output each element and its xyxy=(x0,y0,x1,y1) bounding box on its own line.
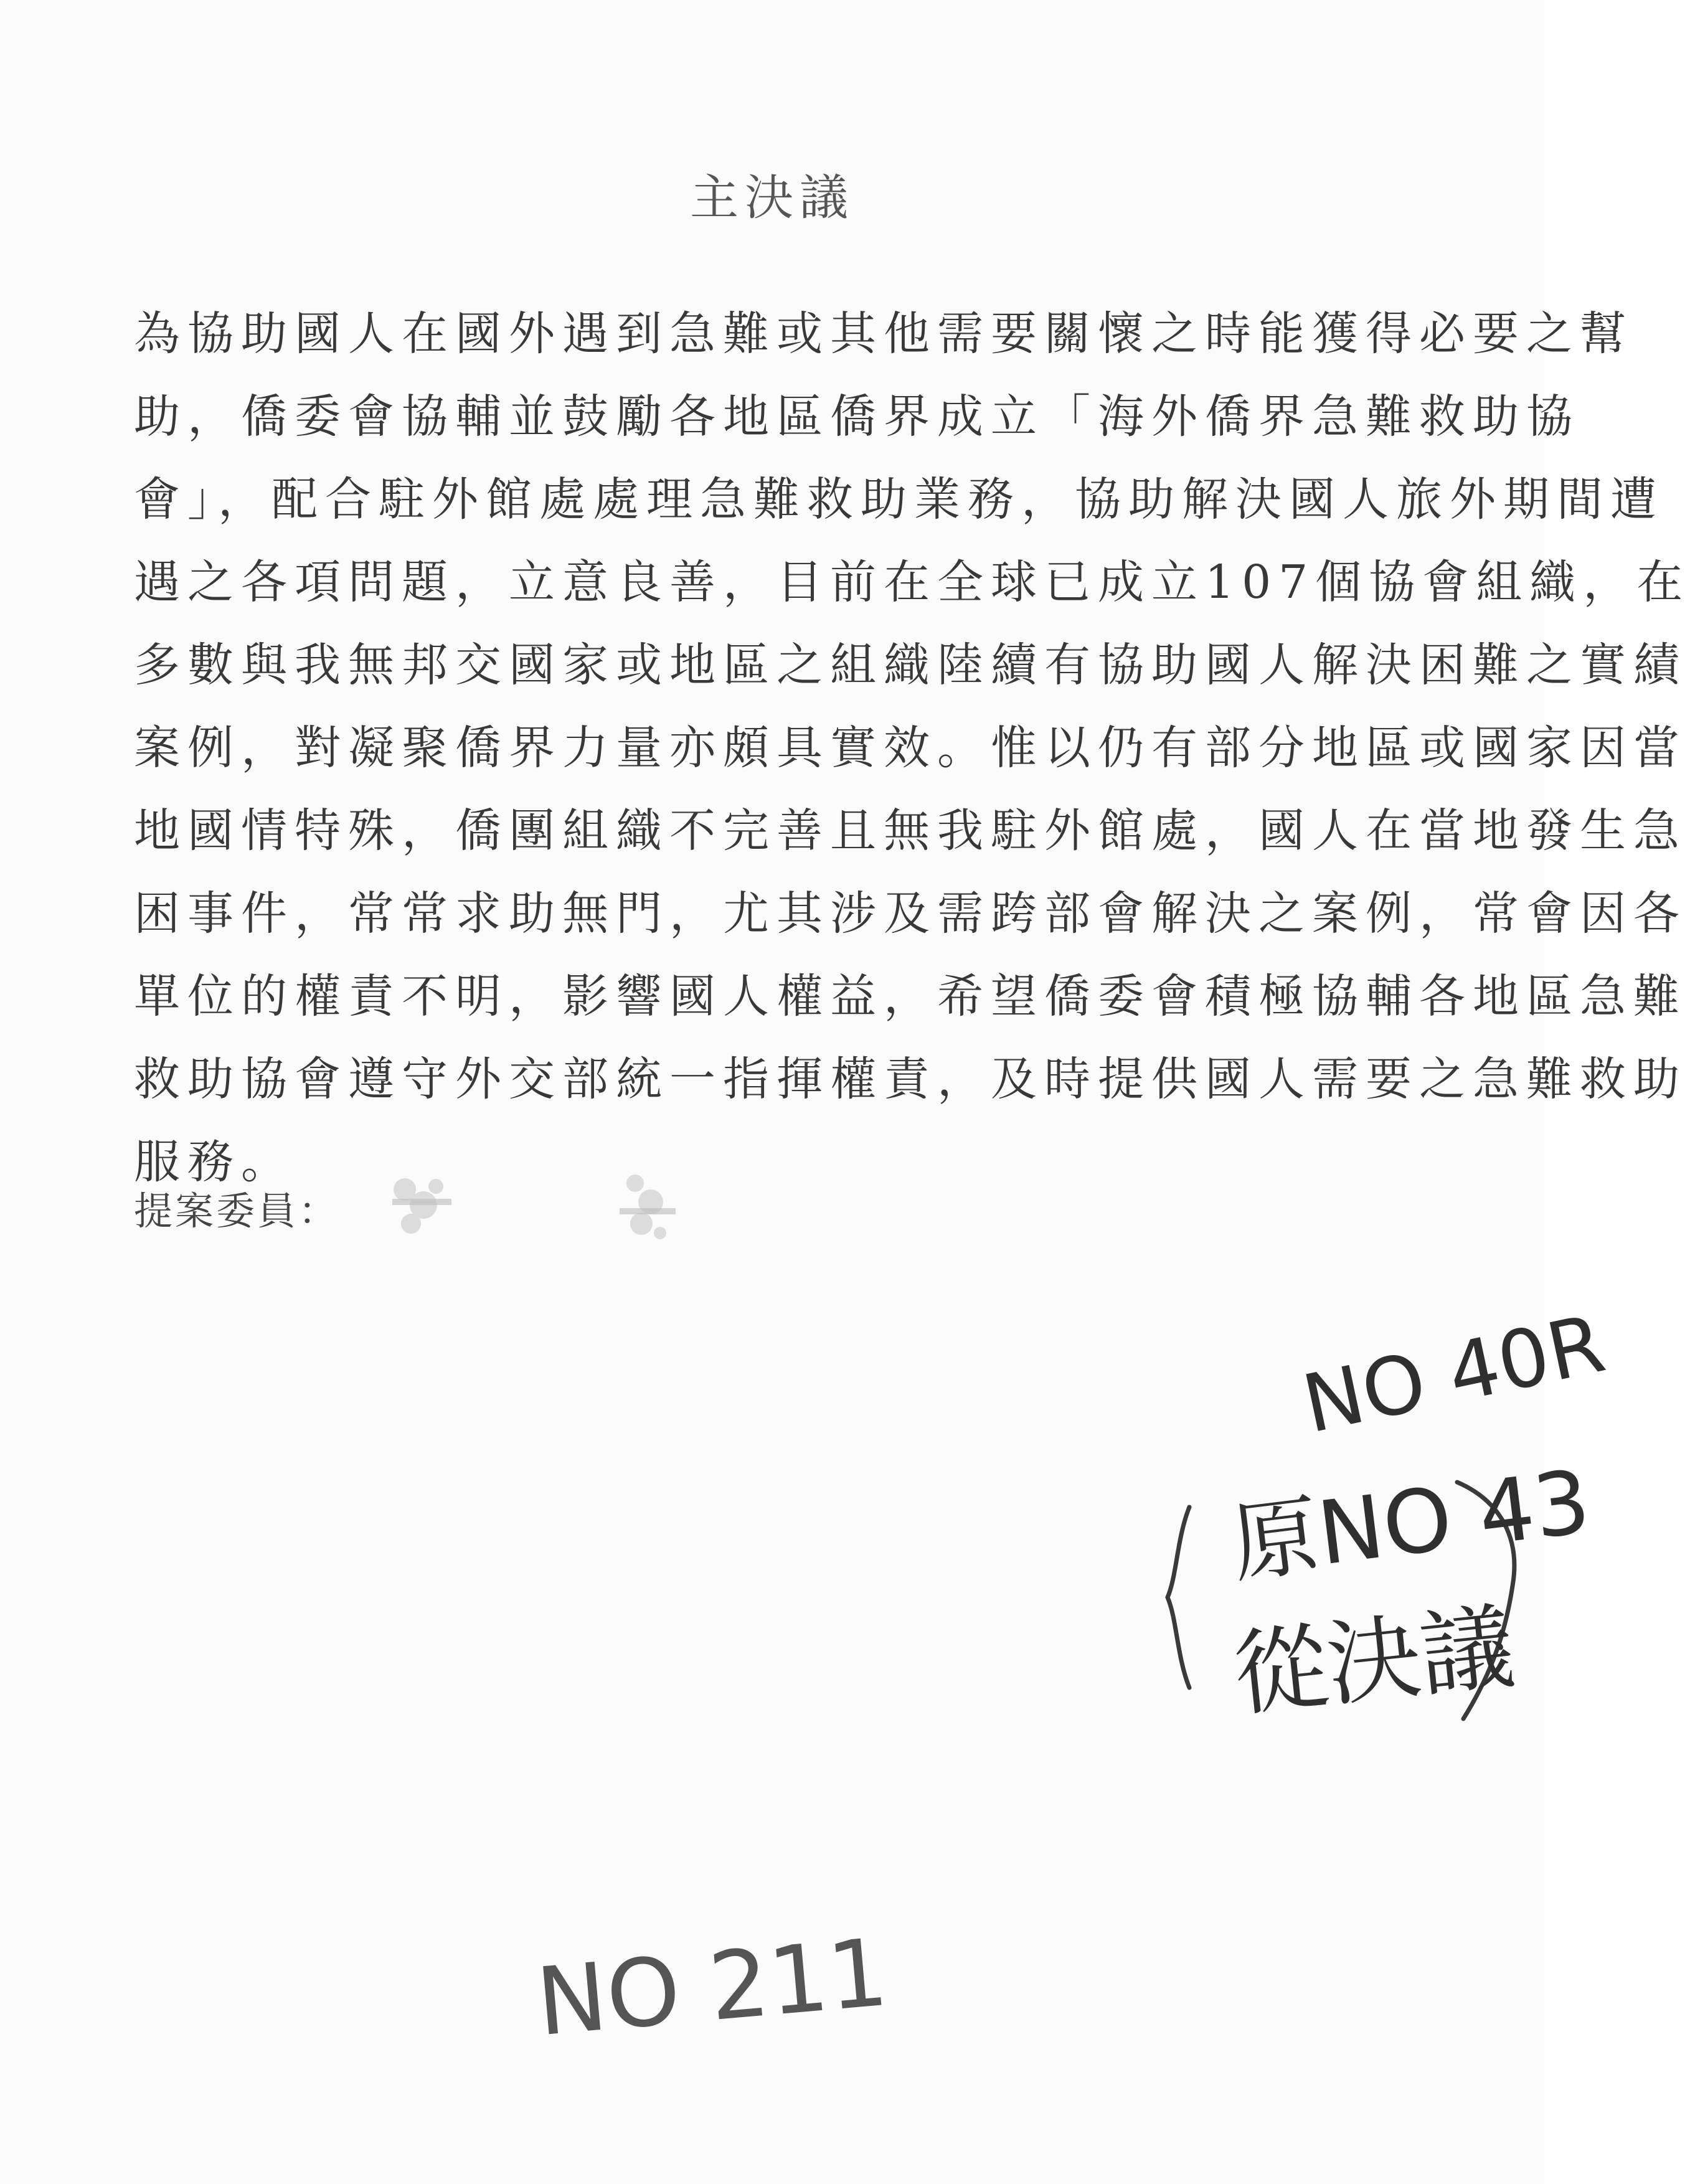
redacted-signature xyxy=(349,1155,747,1255)
body-line: 遇之各項問題，立意良善，目前在全球已成立107個協會組織，在 xyxy=(134,555,1690,609)
body-line: 會」，配合駐外館處處理急難救助業務，協助解決國人旅外期間遭 xyxy=(134,473,1664,526)
body-line: 服務。 xyxy=(134,1135,295,1189)
handwritten-number-bottom: NO 211 xyxy=(532,1918,892,2058)
body-line: 案例，對凝聚僑界力量亦頗具實效。惟以仍有部分地區或國家因當 xyxy=(134,721,1687,775)
body-line: 助，僑委會協輔並鼓勵各地區僑界成立「海外僑界急難救助協 xyxy=(134,390,1580,443)
handwritten-number-new: NO 40R xyxy=(1295,1297,1613,1452)
body-line: 救助協會遵守外交部統一指揮權責，及時提供國人需要之急難救助 xyxy=(134,1052,1687,1106)
body-line: 單位的權責不明，影響國人權益，希望僑委會積極協輔各地區急難 xyxy=(134,970,1687,1023)
proposer-label: 提案委員： xyxy=(134,1188,340,1234)
resolution-body xyxy=(134,293,1690,1204)
body-line: 為協助國人在國外遇到急難或其他需要關懷之時能獲得必要之幫 xyxy=(134,307,1633,361)
handwritten-number-original: 原NO 43 xyxy=(1225,1451,1595,1596)
body-line: 多數與我無邦交國家或地區之組織陸續有協助國人解決困難之實績 xyxy=(134,638,1687,692)
handwritten-follow-resolution: 從決議 xyxy=(1229,1592,1519,1730)
body-line: 困事件，常常求助無門，尤其涉及需跨部會解決之案例，常會因各 xyxy=(134,887,1687,940)
body-line: 地國情特殊，僑團組織不完善且無我駐外館處，國人在當地發生急 xyxy=(134,804,1687,858)
document-title: 主決議 xyxy=(689,170,854,226)
